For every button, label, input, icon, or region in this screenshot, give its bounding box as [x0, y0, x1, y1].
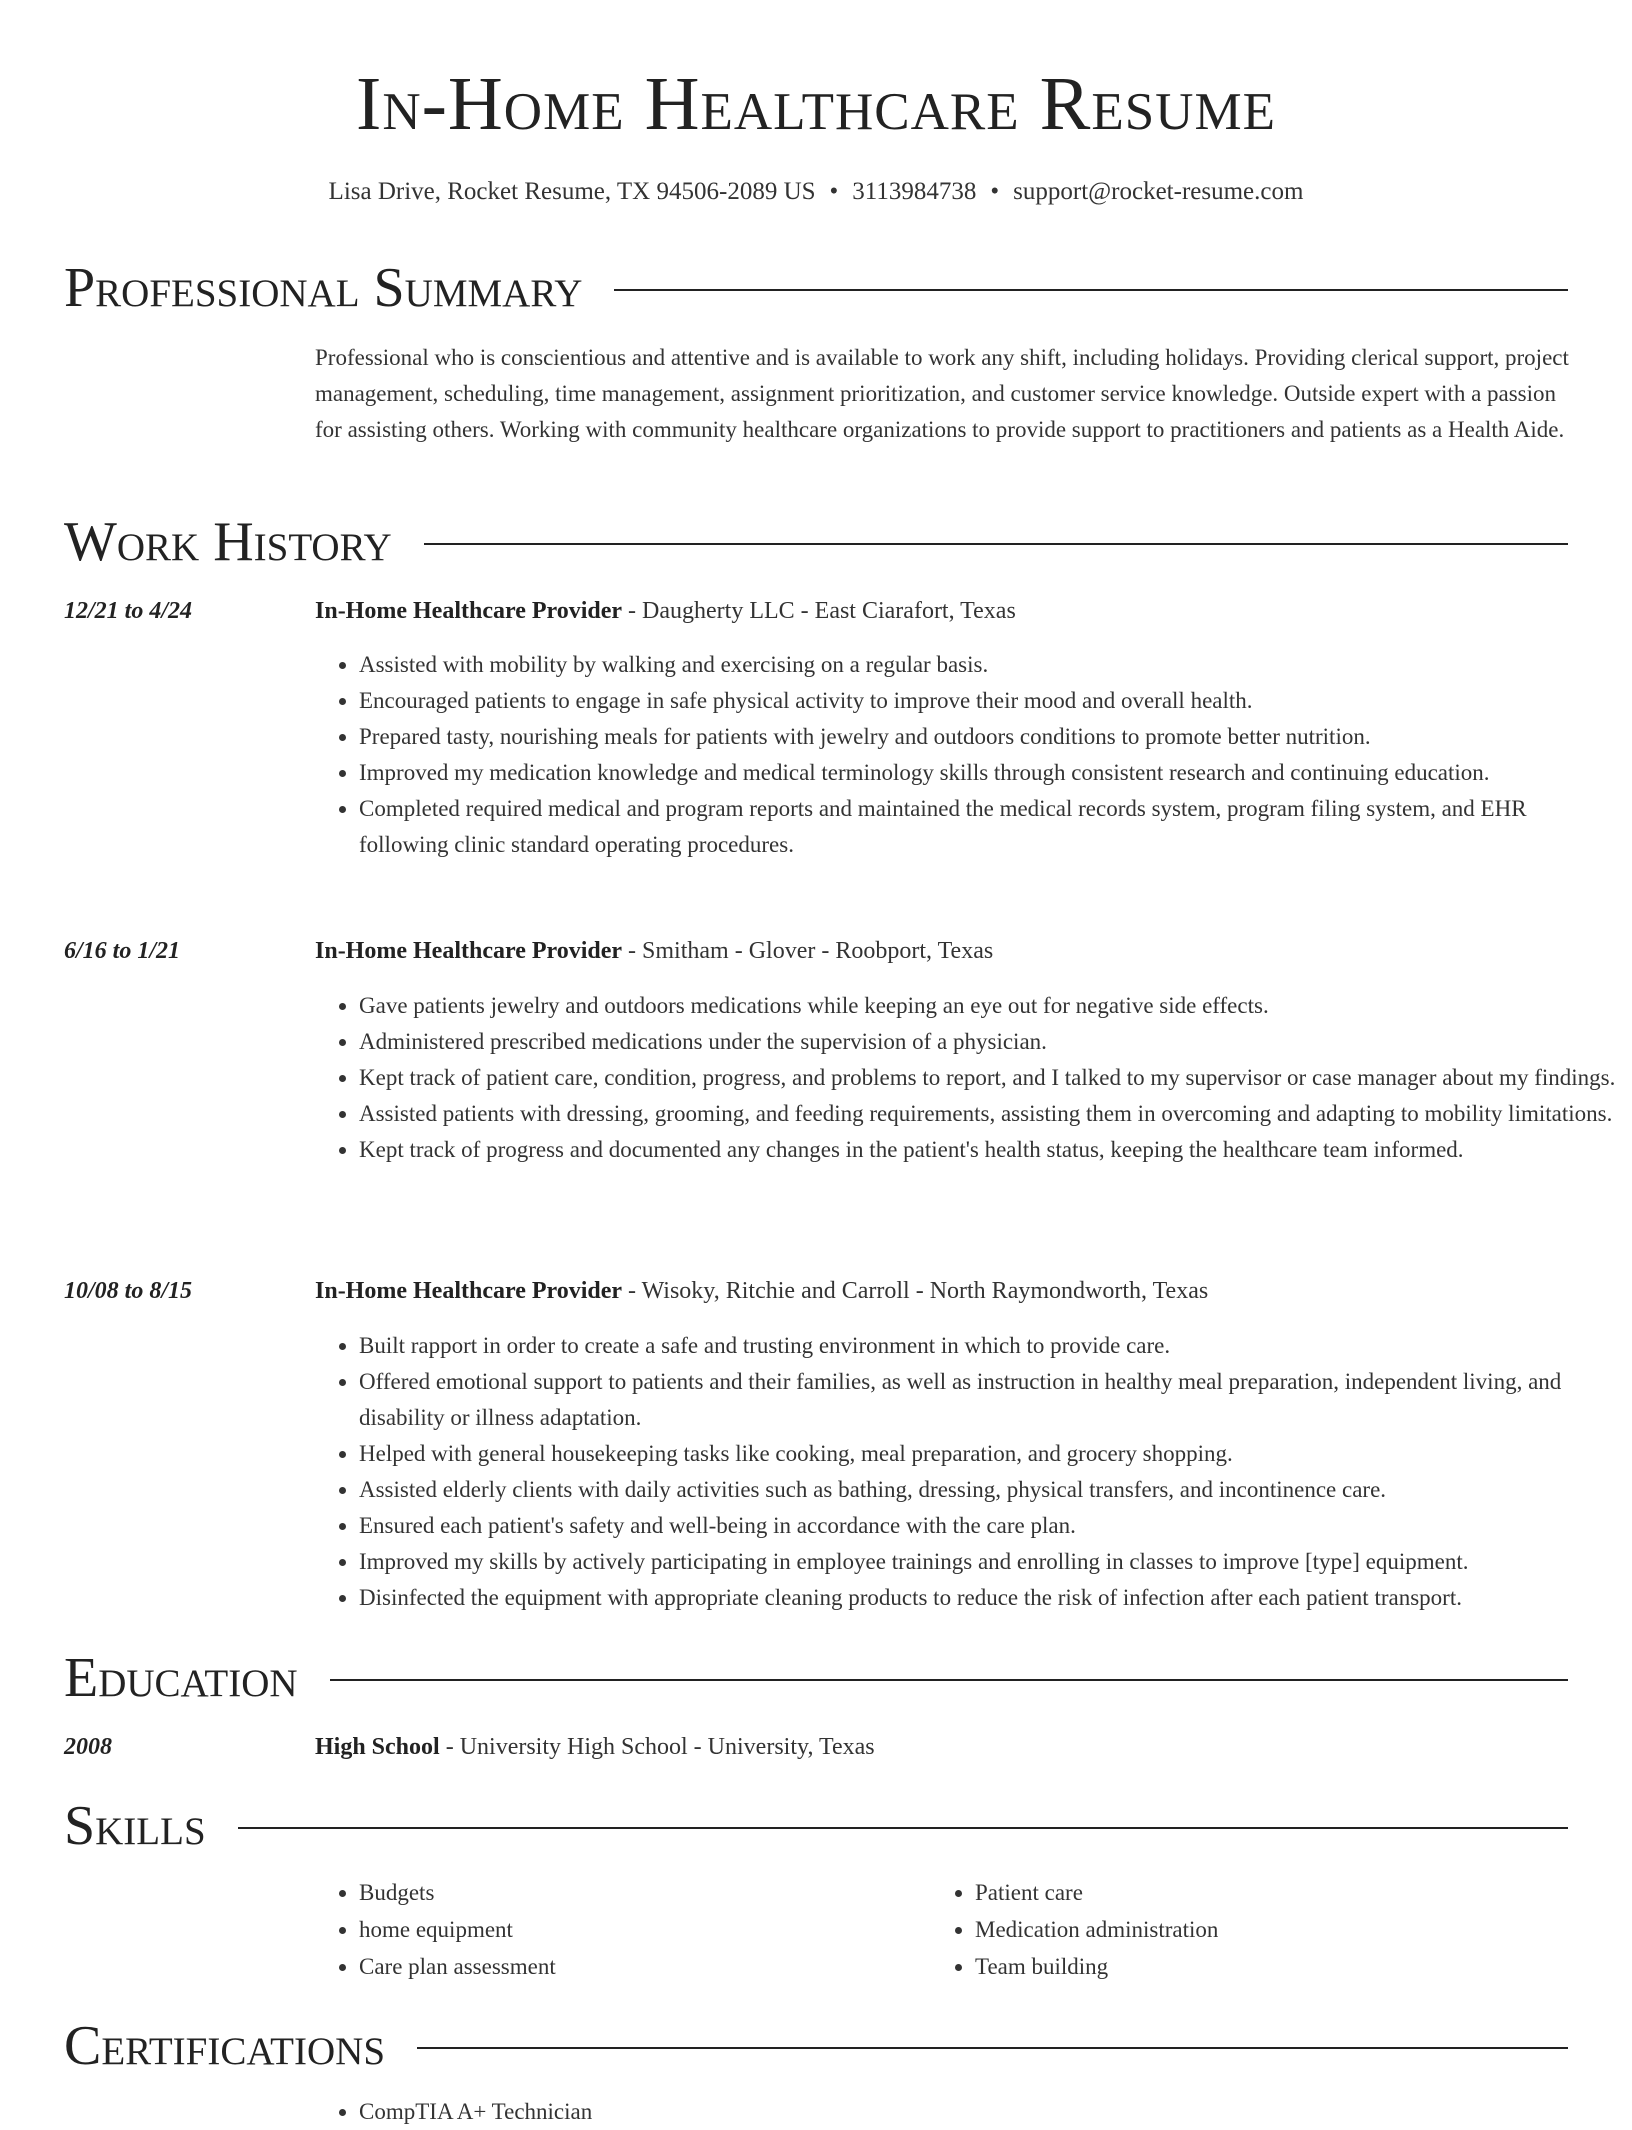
list-item: • Prepared tasty, nourishing meals for patients with jewelry and outdoors conditions to promote better nutrition.: [359, 719, 1619, 755]
section-title: Certifications: [64, 2015, 386, 2077]
job-bullets: [315, 647, 1619, 863]
list-item: • Assisted with mobility by walking and exercising on a regular basis.: [359, 647, 1619, 683]
job-title: In-Home Healthcare Provider: [315, 938, 623, 964]
contact-separator: •: [990, 178, 1000, 205]
education-degree: High School: [315, 1734, 440, 1760]
skills-column-left: [315, 1874, 931, 1985]
section-divider: [614, 289, 1568, 291]
job-employer: - Daugherty LLC - East Ciarafort, Texas: [622, 598, 1016, 624]
section-heading-skills: [64, 1794, 1568, 1858]
education-year: 2008: [64, 1734, 112, 1760]
job-heading: [315, 1275, 1208, 1307]
job-dates: 10/08 to 8/15: [64, 1278, 193, 1304]
contact-line: [0, 176, 1632, 208]
list-item: • Encouraged patients to engage in safe physical activity to improve their mood and overall health.: [359, 683, 1619, 719]
list-item: • Kept track of patient care, condition, progress, and problems to report, and I talked to my supervisor or case manager about my findings.: [359, 1060, 1619, 1096]
section-heading-summary: [64, 256, 1568, 320]
job-title: In-Home Healthcare Provider: [315, 598, 623, 624]
education-heading: [315, 1731, 875, 1763]
skill-item: • Medication administration: [975, 1911, 1547, 1948]
contact-separator: •: [829, 178, 839, 205]
section-title: Education: [64, 1647, 298, 1709]
section-title: Skills: [64, 1795, 206, 1857]
contact-phone: 3113984738: [852, 178, 977, 205]
job-heading: [315, 935, 993, 967]
list-item: • Assisted patients with dressing, grooming, and feeding requirements, assisting them in overcoming and adapting to mobility limitations.: [359, 1096, 1619, 1132]
list-item: • Completed required medical and program reports and maintained the medical records system, program filing system, and EHR following clinic standard operating procedures.: [359, 791, 1619, 863]
summary-text: Professional who is conscientious and attentive and is available to work any shift, including holidays. Providing clerical support, project management, scheduling, time management, assignment prioritization, and customer service knowledge. Outside expert with a passion for assisting others. Working with community healthcare organizations to provide support to practitioners and patients as a Health Aide.: [315, 345, 1569, 442]
skill-item: • Patient care: [975, 1874, 1547, 1911]
skill-item: • Budgets: [359, 1874, 931, 1911]
section-title: Work History: [64, 511, 392, 573]
job-dates: 6/16 to 1/21: [64, 938, 181, 964]
skills-list: [315, 1874, 1575, 1985]
section-heading-work-history: [64, 510, 1568, 574]
list-item: • Offered emotional support to patients and their families, as well as instruction in healthy meal preparation, independent living, and disability or illness adaptation.: [359, 1364, 1619, 1436]
list-item: • Improved my skills by actively participating in employee trainings and enrolling in classes to improve [type] equipment.: [359, 1544, 1619, 1580]
contact-address: Lisa Drive, Rocket Resume, TX 94506-2089 US: [328, 178, 816, 205]
job-bullets: [315, 988, 1619, 1168]
resume-name: In-Home Healthcare Resume: [356, 62, 1276, 146]
job-bullets: [315, 1328, 1619, 1616]
job-title: In-Home Healthcare Provider: [315, 1278, 623, 1304]
section-divider: [424, 543, 1568, 545]
certification-item: • CompTIA A+ Technician: [359, 2094, 1619, 2130]
section-title: Professional Summary: [64, 257, 583, 319]
skill-item: • home equipment: [359, 1911, 931, 1948]
list-item: • Ensured each patient's safety and well-being in accordance with the care plan.: [359, 1508, 1619, 1544]
list-item: • Kept track of progress and documented any changes in the patient's health status, keeping the healthcare team informed.: [359, 1132, 1619, 1168]
contact-email: support@rocket-resume.com: [1013, 178, 1304, 205]
section-divider: [330, 1679, 1568, 1681]
job-employer: - Wisoky, Ritchie and Carroll - North Raymondworth, Texas: [622, 1278, 1209, 1304]
skill-item: • Care plan assessment: [359, 1948, 931, 1985]
list-item: • Gave patients jewelry and outdoors medications while keeping an eye out for negative side effects.: [359, 988, 1619, 1024]
certifications-list: [315, 2094, 1619, 2130]
section-heading-education: [64, 1646, 1568, 1710]
job-heading: [315, 595, 1016, 627]
list-item: • Assisted elderly clients with daily activities such as bathing, dressing, physical transfers, and incontinence care.: [359, 1472, 1619, 1508]
list-item: • Administered prescribed medications under the supervision of a physician.: [359, 1024, 1619, 1060]
skill-item: • Team building: [975, 1948, 1547, 1985]
education-school: - University High School - University, Texas: [439, 1734, 875, 1760]
job-employer: - Smitham - Glover - Roobport, Texas: [622, 938, 994, 964]
list-item: • Helped with general housekeeping tasks like cooking, meal preparation, and grocery shopping.: [359, 1436, 1619, 1472]
section-divider: [238, 1827, 1568, 1829]
section-divider: [417, 2047, 1568, 2049]
skills-column-right: [931, 1874, 1547, 1985]
list-item: • Disinfected the equipment with appropriate cleaning products to reduce the risk of infection after each patient transport.: [359, 1580, 1619, 1616]
section-heading-certifications: [64, 2014, 1568, 2078]
job-dates: 12/21 to 4/24: [64, 598, 193, 624]
list-item: • Improved my medication knowledge and medical terminology skills through consistent research and continuing education.: [359, 755, 1619, 791]
list-item: • Built rapport in order to create a safe and trusting environment in which to provide care.: [359, 1328, 1619, 1364]
